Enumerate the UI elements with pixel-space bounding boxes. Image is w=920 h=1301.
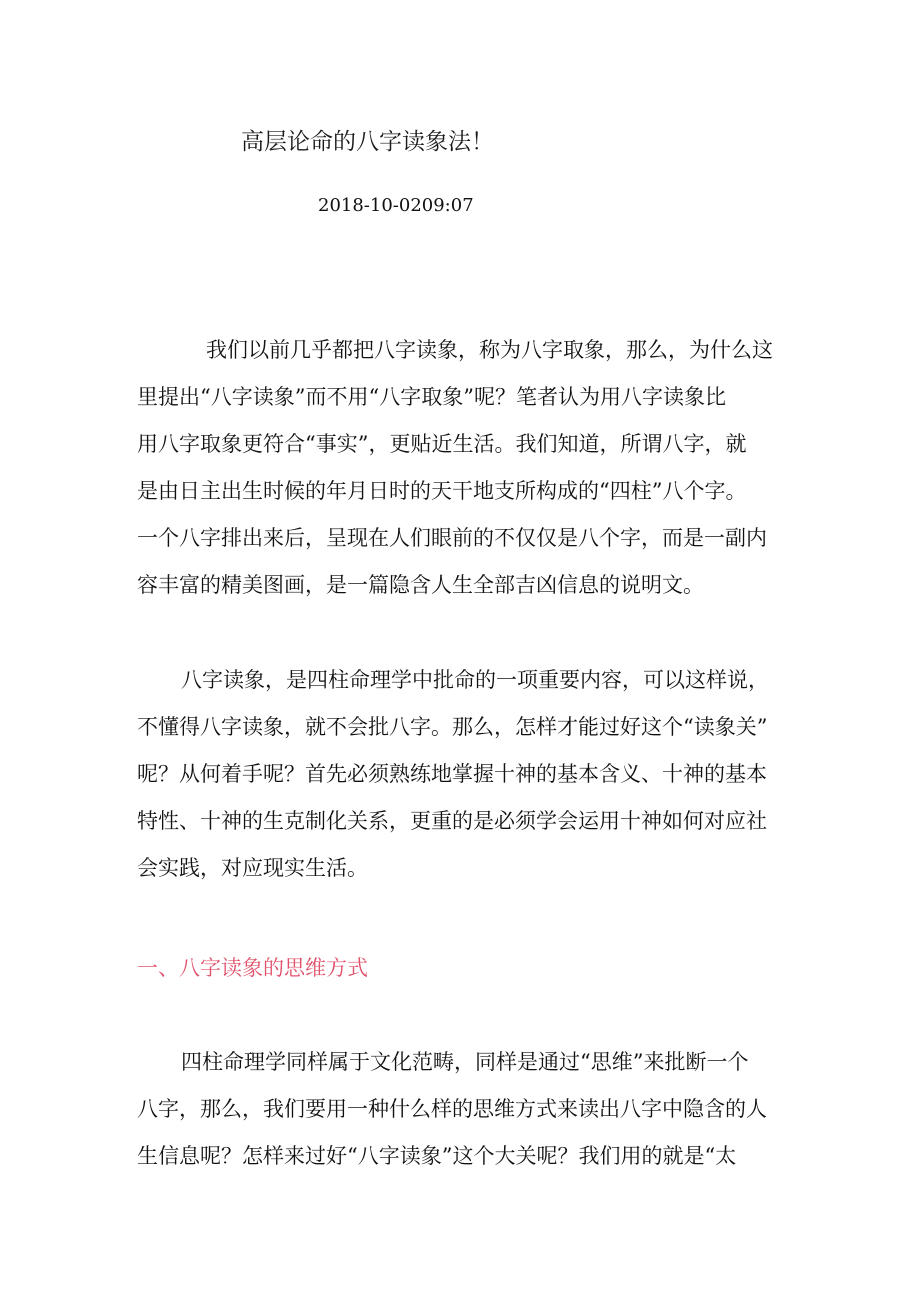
paragraph-line: 不懂得八字读象，就不会批八字。那么，怎样才能过好这个“读象关” bbox=[137, 715, 768, 739]
paragraph-line: 生信息呢？怎样来过好“八字读象”这个大关呢？我们用的就是“太 bbox=[137, 1144, 737, 1168]
paragraph-line: 一个八字排出来后，呈现在人们眼前的不仅仅是八个字，而是一副内 bbox=[137, 526, 767, 550]
page-title: 高层论命的八字读象法！ bbox=[241, 129, 494, 155]
paragraph-line: 我们以前几乎都把八字读象，称为八字取象，那么，为什么这 bbox=[206, 338, 773, 362]
paragraph-line: 用八字取象更符合“事实”，更贴近生活。我们知道，所谓八字，就 bbox=[137, 432, 747, 456]
section-heading: 一、八字读象的思维方式 bbox=[137, 956, 368, 980]
paragraph-line: 四柱命理学同样属于文化范畴，同样是通过“思维”来批断一个 bbox=[181, 1050, 749, 1074]
paragraph-line: 里提出“八字读象”而不用“八字取象”呢？笔者认为用八字读象比 bbox=[137, 385, 726, 409]
publish-date: 2018-10-0209:07 bbox=[318, 195, 474, 216]
paragraph-line: 八字，那么，我们要用一种什么样的思维方式来读出八字中隐含的人 bbox=[137, 1097, 767, 1121]
paragraph-line: 是由日主出生时候的年月日时的天干地支所构成的“四柱”八个字。 bbox=[137, 479, 747, 503]
paragraph-line: 呢？从何着手呢？首先必须熟练地掌握十神的基本含义、十神的基本 bbox=[137, 762, 767, 786]
paragraph-line: 会实践，对应现实生活。 bbox=[137, 856, 368, 880]
paragraph-3 bbox=[137, 1039, 787, 1180]
paragraph-line: 八字读象，是四柱命理学中批命的一项重要内容，可以这样说， bbox=[181, 668, 769, 692]
paragraph-2 bbox=[137, 657, 787, 892]
paragraph-line: 容丰富的精美图画，是一篇隐含人生全部吉凶信息的说明文。 bbox=[137, 573, 704, 597]
paragraph-1 bbox=[137, 327, 787, 609]
paragraph-line: 特性、十神的生克制化关系，更重的是必须学会运用十神如何对应社 bbox=[137, 809, 767, 833]
